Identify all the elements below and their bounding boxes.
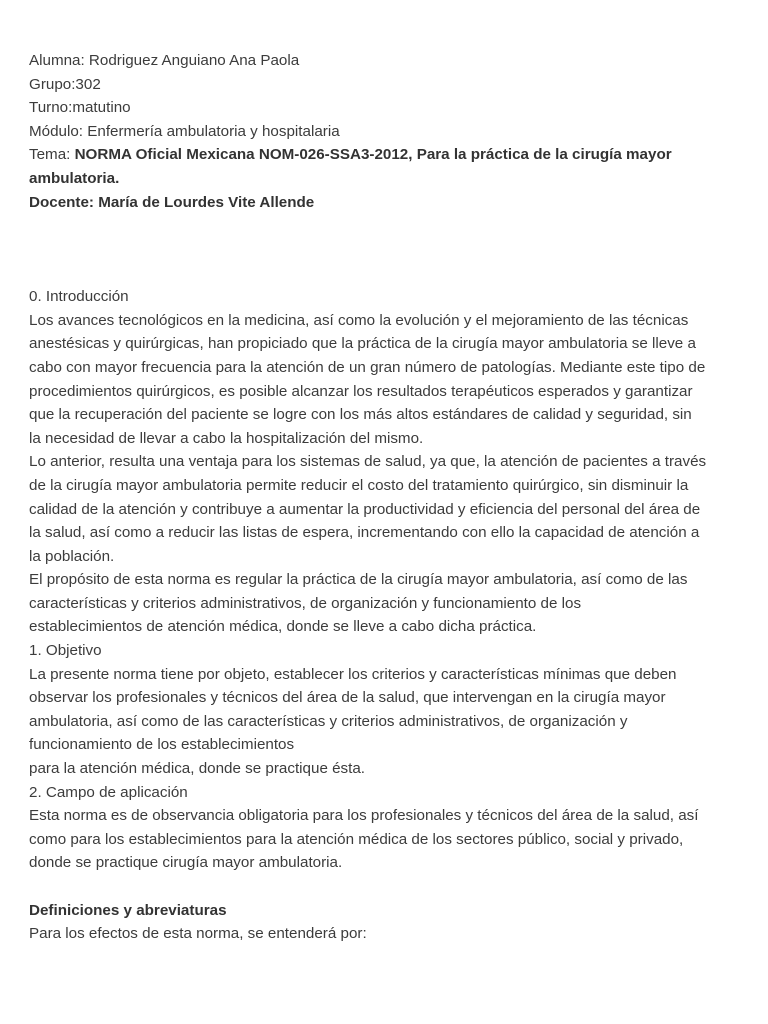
- shift: Turno:matutino: [29, 99, 131, 117]
- text-line: como para los establecimientos para la atención médica de los sectores público, social y privado,: [29, 830, 684, 848]
- text-line: Lo anterior, resulta una ventaja para los sistemas de salud, ya que, la atención de pacientes a través: [29, 453, 707, 471]
- topic-title: NORMA Oficial Mexicana NOM-026-SSA3-2012, Para la práctica de la cirugía mayor: [74, 146, 672, 164]
- teacher: Docente: María de Lourdes Vite Allende: [29, 193, 315, 211]
- definitions-heading: Definiciones y abreviaturas: [29, 901, 227, 919]
- intro-heading: 0. Introducción: [29, 288, 129, 306]
- student-name: Alumna: Rodriguez Anguiano Ana Paola: [29, 52, 300, 69]
- text-line: establecimientos de atención médica, donde se lleve a cabo dicha práctica.: [29, 618, 537, 636]
- text-line: Esta norma es de observancia obligatoria para los profesionales y técnicos del área de la salud, así: [29, 807, 699, 825]
- module: Módulo: Enfermería ambulatoria y hospitalaria: [29, 122, 340, 140]
- group: Grupo:302: [29, 75, 101, 93]
- text-line: para la atención médica, donde se practique ésta.: [29, 760, 366, 778]
- text-line: cabo con mayor frecuencia para la atención de un gran número de patologías. Mediante este tipo de: [29, 358, 706, 376]
- scope-paragraph: [29, 804, 744, 875]
- document-body: [29, 49, 744, 946]
- topic-line-2: ambulatoria.: [29, 169, 120, 187]
- text-line: calidad de la atención y contribuye a aumentar la productividad y eficiencia del personal del área de: [29, 500, 701, 518]
- text-line: la salud, así como a reducir las listas de espera, incrementando con ello la capacidad de atención a: [29, 524, 700, 542]
- text-line: la necesidad de llevar a cabo la hospitalización del mismo.: [29, 429, 424, 447]
- text-line: anestésicas y quirúrgicas, han propiciado que la práctica de la cirugía mayor ambulatoria se lleve a: [29, 335, 696, 353]
- intro-paragraph-1: [29, 309, 744, 451]
- definitions-intro: Para los efectos de esta norma, se entenderá por:: [29, 925, 367, 943]
- topic-line-1: [29, 143, 744, 167]
- spacer: [29, 875, 744, 899]
- text-line: que la recuperación del paciente se logre con los más altos estándares de calidad y seguridad, sin: [29, 406, 692, 424]
- text-line: ambulatoria, así como de las características y criterios administrativos, de organización y: [29, 712, 628, 730]
- spacer: [29, 214, 744, 285]
- text-line: observar los profesionales y técnicos del área de la salud, que intervengan en la cirugía mayor: [29, 689, 666, 707]
- objective-paragraph: [29, 663, 744, 781]
- scope-heading: 2. Campo de aplicación: [29, 783, 188, 801]
- text-line: El propósito de esta norma es regular la práctica de la cirugía mayor ambulatoria, así como de las: [29, 571, 688, 589]
- text-line: la población.: [29, 547, 115, 565]
- text-line: de la cirugía mayor ambulatoria permite reducir el costo del tratamiento quirúrgico, sin disminuir la: [29, 476, 689, 494]
- objective-heading: 1. Objetivo: [29, 642, 102, 660]
- text-line: funcionamiento de los establecimientos: [29, 736, 295, 754]
- intro-paragraph-2: [29, 450, 744, 568]
- intro-paragraph-3: [29, 568, 744, 639]
- text-line: procedimientos quirúrgicos, es posible alcanzar los resultados terapéuticos esperados y garantizar: [29, 382, 693, 400]
- topic-label: Tema:: [29, 146, 75, 164]
- text-line: La presente norma tiene por objeto, establecer los criterios y características mínimas que deben: [29, 665, 677, 683]
- text-line: características y criterios administrativos, de organización y funcionamiento de los: [29, 594, 582, 612]
- text-line: Los avances tecnológicos en la medicina, así como la evolución y el mejoramiento de las técnicas: [29, 311, 689, 329]
- text-line: donde se practique cirugía mayor ambulatoria.: [29, 854, 343, 872]
